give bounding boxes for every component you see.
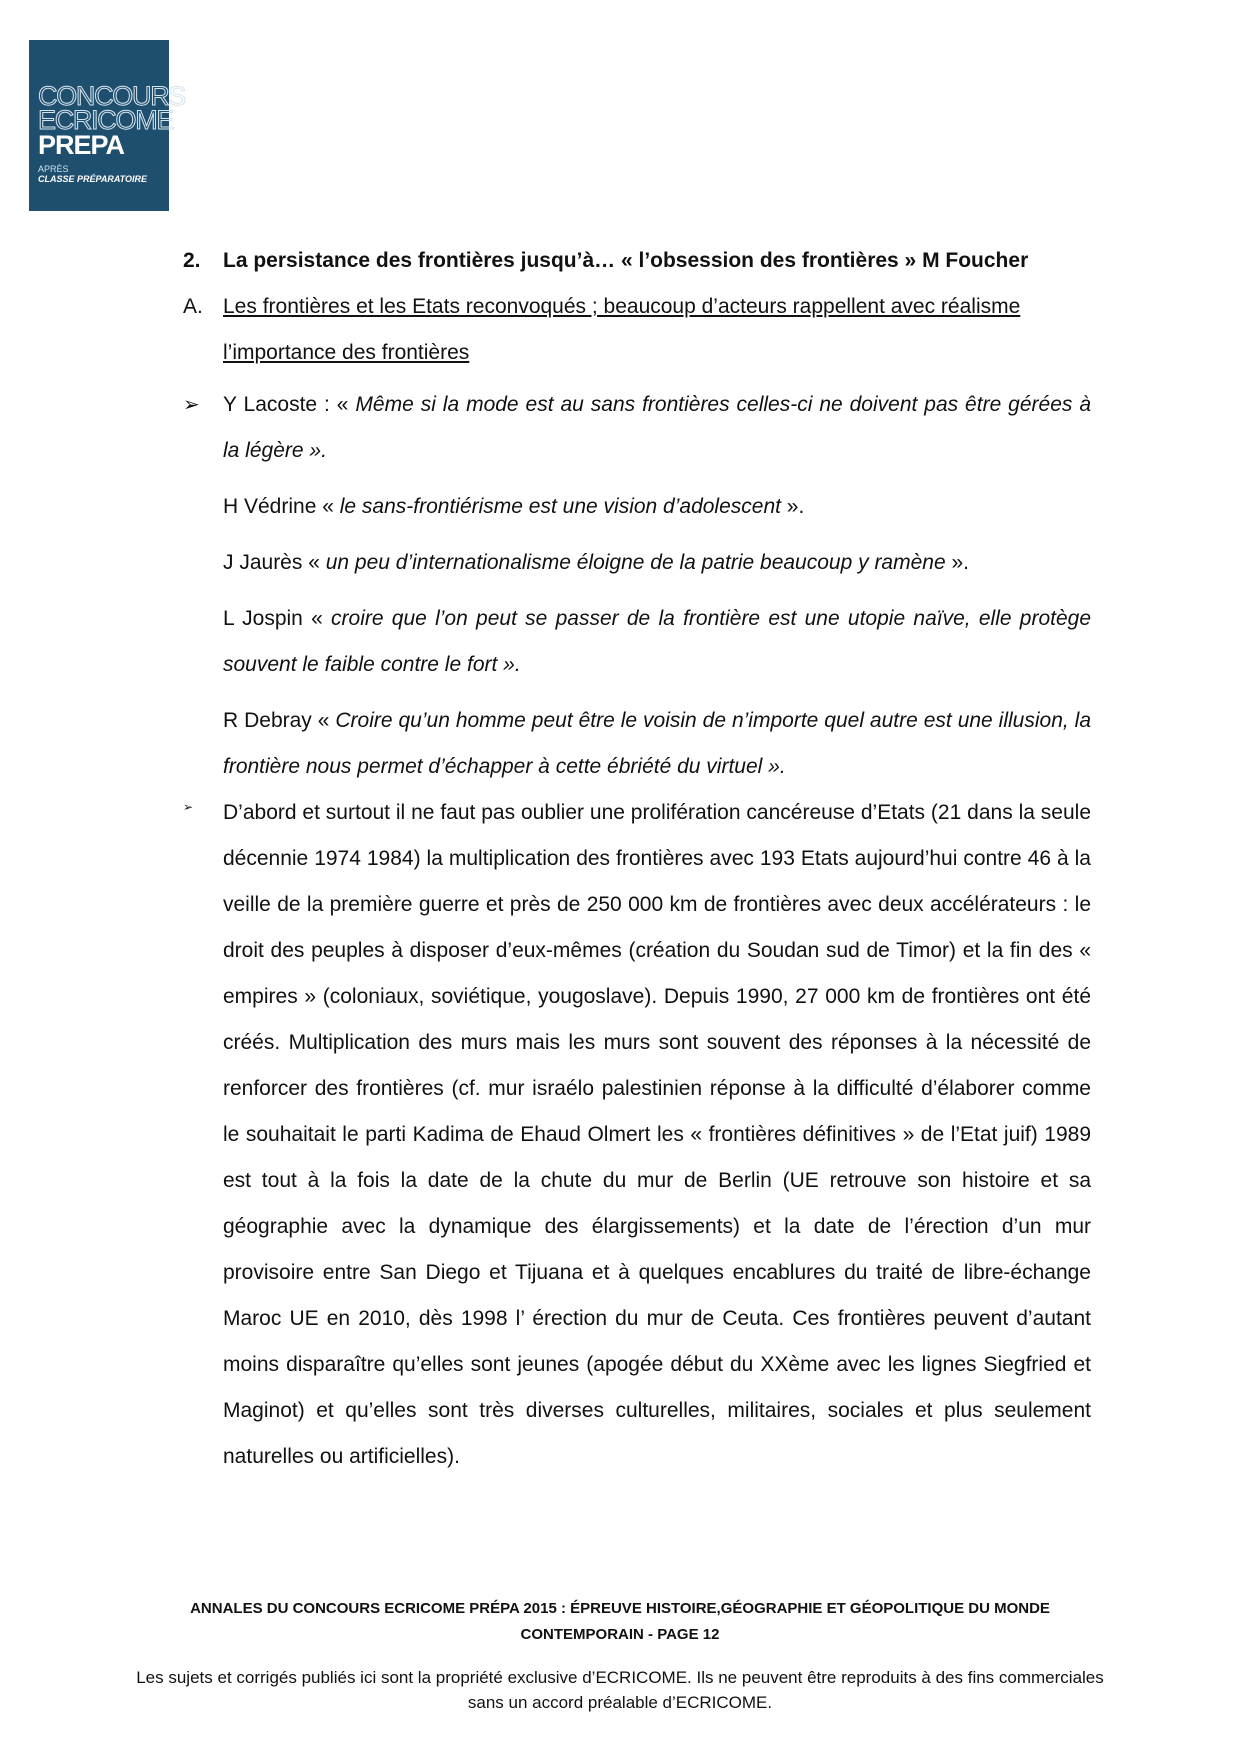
quote-close: ». bbox=[762, 755, 786, 778]
section-number: 2. bbox=[183, 249, 201, 272]
quote-author: L Jospin « bbox=[223, 607, 323, 630]
quote-text: Croire qu’un homme peut être le voisin de n’importe quel autre est une illusion, la frontière nous permet d’échapper à cette ébriété du virtuel bbox=[223, 709, 1091, 778]
quote-lacoste bbox=[183, 382, 1091, 474]
footer-title: ANNALES DU CONCOURS ECRICOME PRÉPA 2015 : ÉPREUVE HISTOIRE,GÉOGRAPHIE ET GÉOPOLITIQUE DU MONDE CONTEMPORAIN - PAGE 12 bbox=[190, 1600, 1050, 1643]
logo-line-concours: CONCOURS bbox=[38, 81, 186, 111]
section-heading bbox=[183, 238, 1091, 284]
logo-line-classe: CLASSE PRÉPARATOIRE bbox=[38, 174, 148, 184]
quote-text: croire que l’on peut se passer de la frontière est une utopie naïve, elle protège souvent le faible contre le fort bbox=[223, 607, 1092, 676]
quote-author: H Védrine « bbox=[223, 495, 334, 518]
arrow-bullet-icon: ➢ bbox=[183, 394, 200, 416]
quote-jaures bbox=[183, 540, 1091, 586]
quote-text: le sans-frontiérisme est une vision d’adolescent bbox=[333, 495, 781, 518]
ecricome-logo bbox=[29, 40, 186, 211]
body-paragraph bbox=[183, 790, 1091, 1480]
quote-author: J Jaurès « bbox=[223, 551, 320, 574]
page-content bbox=[183, 242, 1091, 1480]
logo-line-prepa: PREPA bbox=[38, 130, 125, 160]
quote-debray bbox=[183, 698, 1091, 790]
quote-author: Y Lacoste : « bbox=[223, 393, 349, 416]
logo-line-apres: APRÈS bbox=[38, 164, 69, 174]
small-arrow-bullet-icon: ➢ bbox=[183, 800, 194, 814]
logo-line-ecricome: ECRICOME bbox=[38, 105, 174, 135]
subsection-heading bbox=[183, 284, 1091, 376]
quote-jospin bbox=[183, 596, 1091, 688]
quote-vedrine bbox=[183, 484, 1091, 530]
quote-close: ». bbox=[303, 439, 327, 462]
paragraph-text: D’abord et surtout il ne faut pas oublier une prolifération cancéreuse d’Etats (21 dans la seule décennie 1974 1984) la multiplication des frontières avec 193 Etats aujourd’hui contre 46 à la veille de la première guerre et près de 250 000 km de frontières avec deux accélérateurs : le droit des peuples à disposer d’eux-mêmes (création du Soudan sud de Timor) et la fin des « empires » (coloniaux, soviétique, yougoslave). Depuis 1990, 27 000 km de frontières ont été créés. Multiplication des murs mais les murs sont souvent des réponses à la nécessité de renforcer des frontières (cf. mur israélo palestinien réponse à la difficulté d’élaborer comme le souhaitait le parti Kadima de Ehaud Olmert les « frontières définitives » de l’Etat juif) 1989 est tout à la fois la date de la chute du mur de Berlin (UE retrouve son histoire et sa géographie avec la dynamique des élargissements) et la date de l’érection d’un mur provisoire entre San Diego et Tijuana et à quelques encablures du traité de libre-échange Maroc UE en 2010, dès 1998 l’ érection du mur de Ceuta. Ces frontières peuvent d’autant moins disparaître qu’elles sont jeunes (apogée début du XXème avec les lignes Siegfried et Maginot) et qu’elles sont très diverses culturelles, militaires, sociales et plus seulement naturelles ou artificielles). bbox=[223, 801, 1091, 1468]
quote-close: ». bbox=[497, 653, 521, 676]
quote-text: Même si la mode est au sans frontières celles-ci ne doivent pas être gérées à la légère bbox=[223, 393, 1091, 462]
subsection-letter: A. bbox=[183, 295, 203, 318]
quote-close: ». bbox=[945, 551, 970, 574]
quote-text: un peu d’internationalisme éloigne de la patrie beaucoup y ramène bbox=[319, 551, 946, 574]
quote-author: R Debray « bbox=[223, 709, 330, 732]
footer-copyright-note: Les sujets et corrigés publiés ici sont la propriété exclusive d’ECRICOME. Ils ne peuvent être reproduits à des fins commerciales sans un accord préalable d’ECRICOME. bbox=[136, 1668, 1104, 1712]
section-title: La persistance des frontières jusqu’à… « l’obsession des frontières » M Foucher bbox=[223, 249, 1029, 272]
subsection-title: Les frontières et les Etats reconvoqués ; beaucoup d’acteurs rappellent avec réalisme l’importance des frontières bbox=[223, 295, 1021, 364]
quote-close: ». bbox=[780, 495, 805, 518]
